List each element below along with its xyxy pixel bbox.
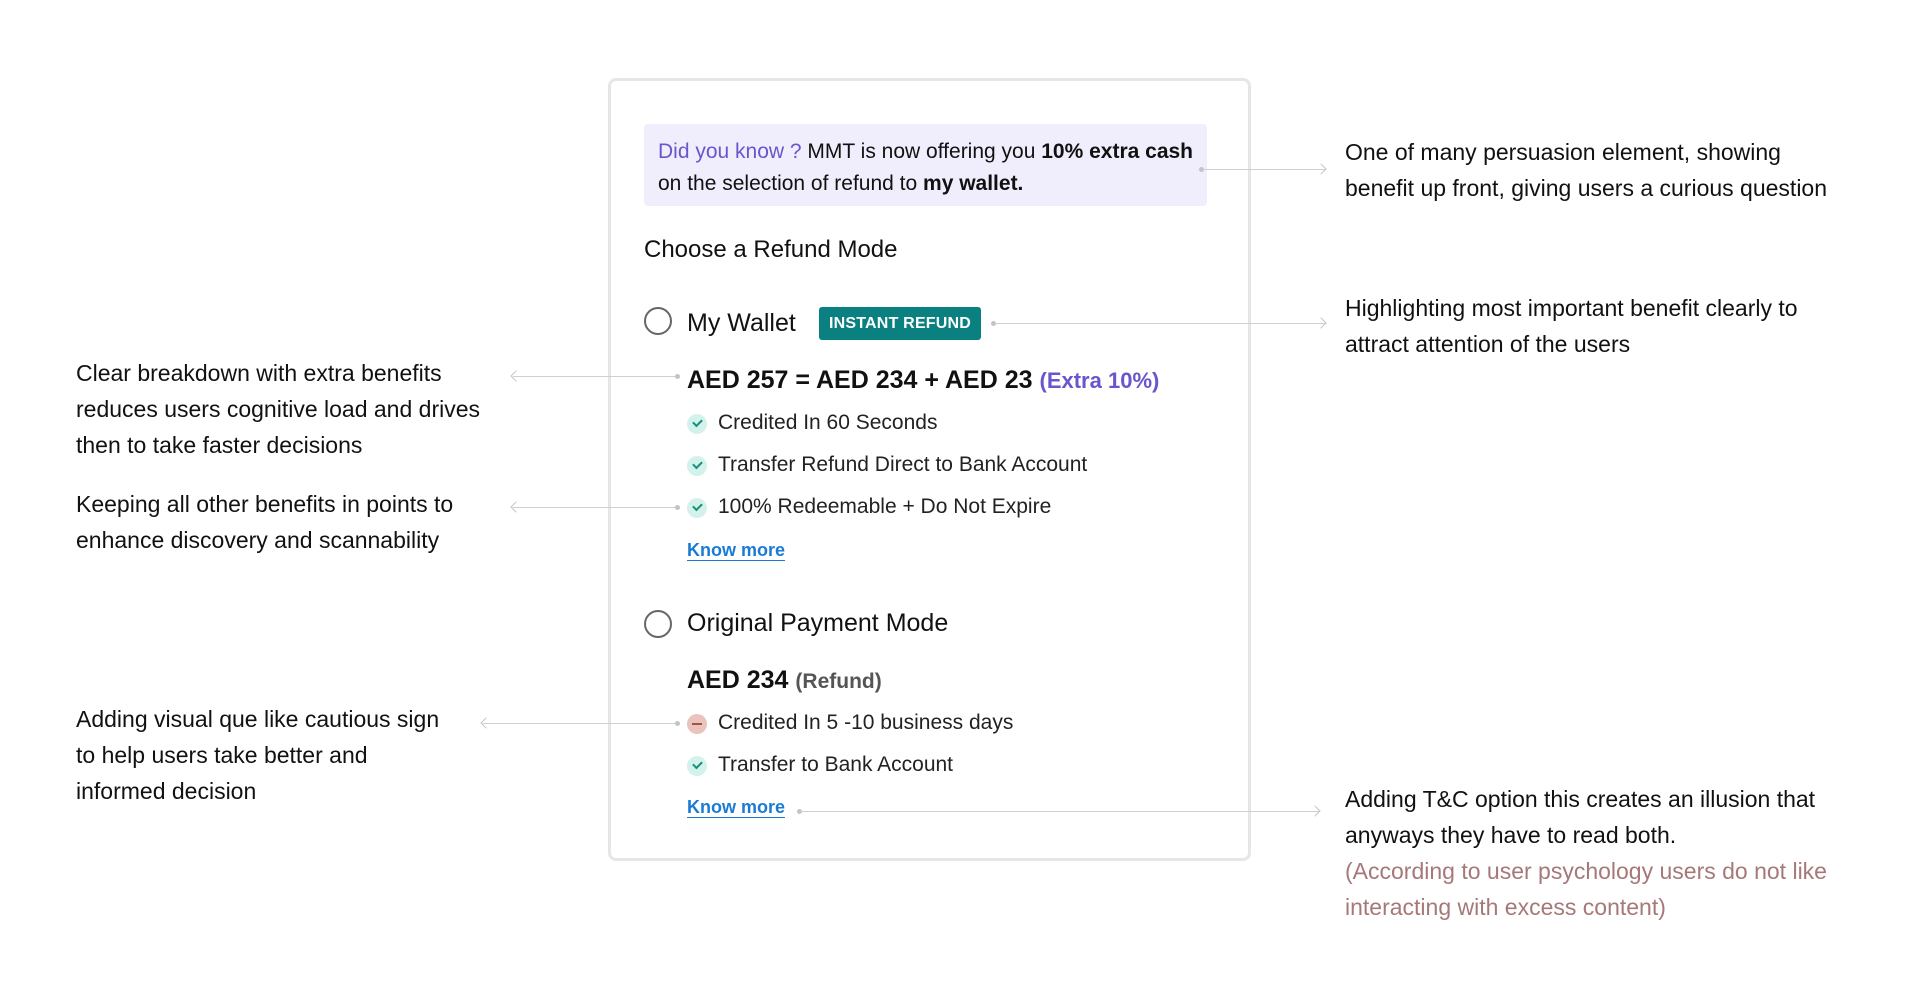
- original-payment-option-title[interactable]: Original Payment Mode: [687, 609, 949, 637]
- wallet-benefit: Credited In 60 Seconds: [718, 411, 938, 434]
- caution-icon: [687, 714, 707, 734]
- did-you-know-highlight: my wallet.: [923, 172, 1024, 195]
- annotation-line: then to take faster decisions: [76, 432, 363, 458]
- connector-line: [1203, 169, 1326, 170]
- annotation-line: attract attention of the users: [1345, 331, 1631, 357]
- wallet-amount: [687, 366, 1159, 395]
- did-you-know-banner: [644, 124, 1207, 206]
- original-know-more-link[interactable]: Know more: [687, 797, 786, 817]
- annotation-line-muted: (According to user psychology users do not like: [1345, 858, 1827, 884]
- did-you-know-text: on the selection of refund to: [658, 172, 924, 195]
- connector-dot: [675, 505, 680, 510]
- connector-dot: [675, 721, 680, 726]
- annotation-tnc: [1345, 781, 1827, 925]
- connector-line: [995, 323, 1326, 324]
- connector-arrow: [480, 717, 491, 728]
- connector-arrow: [1309, 805, 1320, 816]
- original-payment-radio[interactable]: [644, 610, 672, 638]
- annotation-line: anyways they have to read both.: [1345, 822, 1677, 848]
- wallet-radio[interactable]: [644, 307, 672, 335]
- annotation-line: reduces users cognitive load and drives: [76, 396, 481, 422]
- connector-line: [513, 376, 677, 377]
- check-icon: [687, 414, 707, 434]
- annotation-line-muted: interacting with excess content): [1345, 894, 1666, 920]
- annotation-line: enhance discovery and scannability: [76, 527, 440, 553]
- annotation-line: informed decision: [76, 778, 257, 804]
- wallet-extra-label: (Extra 10%): [1039, 368, 1160, 393]
- connector-line: [483, 723, 677, 724]
- wallet-benefit: Transfer Refund Direct to Bank Account: [718, 453, 1088, 476]
- wallet-benefit: 100% Redeemable + Do Not Expire: [718, 495, 1052, 518]
- connector-dot: [675, 374, 680, 379]
- connector-line: [513, 507, 677, 508]
- instant-refund-badge: INSTANT REFUND: [819, 307, 981, 340]
- annotation-highlight: [1345, 290, 1798, 362]
- connector-arrow: [510, 501, 521, 512]
- annotation-line: Adding T&C option this creates an illusion that: [1345, 786, 1816, 812]
- annotation-line: One of many persuasion element, showing: [1345, 139, 1781, 165]
- original-benefit: Transfer to Bank Account: [718, 753, 954, 776]
- did-you-know-text: MMT is now offering you: [801, 140, 1042, 163]
- annotation-caution: [76, 701, 439, 809]
- page-title: Choose a Refund Mode: [644, 236, 898, 263]
- annotation-points: [76, 486, 453, 558]
- original-benefit: Credited In 5 -10 business days: [718, 711, 1014, 734]
- annotation-line: Keeping all other benefits in points to: [76, 491, 454, 517]
- annotation-line: Clear breakdown with extra benefits: [76, 360, 442, 386]
- connector-arrow: [1315, 317, 1326, 328]
- annotation-line: Highlighting most important benefit clearly to: [1345, 295, 1798, 321]
- check-icon: [687, 498, 707, 518]
- annotation-breakdown: [76, 355, 480, 463]
- annotation-line: Adding visual que like cautious sign: [76, 706, 440, 732]
- annotation-line: to help users take better and: [76, 742, 368, 768]
- annotation-persuasion: [1345, 134, 1827, 206]
- did-you-know-highlight: 10% extra cash: [1041, 140, 1194, 163]
- wallet-amount-value: AED 257 = AED 234 + AED 23: [687, 366, 1033, 394]
- check-icon: [687, 756, 707, 776]
- refund-label: (Refund): [795, 670, 882, 693]
- did-you-know-question: Did you know ?: [658, 140, 802, 163]
- wallet-option-title[interactable]: My Wallet: [687, 309, 796, 337]
- original-amount-value: AED 234: [687, 666, 789, 694]
- check-icon: [687, 456, 707, 476]
- annotation-line: benefit up front, giving users a curious question: [1345, 175, 1828, 201]
- wallet-know-more-link[interactable]: Know more: [687, 540, 786, 560]
- connector-arrow: [510, 370, 521, 381]
- connector-arrow: [1315, 163, 1326, 174]
- original-amount: [687, 666, 882, 695]
- connector-line: [801, 811, 1319, 812]
